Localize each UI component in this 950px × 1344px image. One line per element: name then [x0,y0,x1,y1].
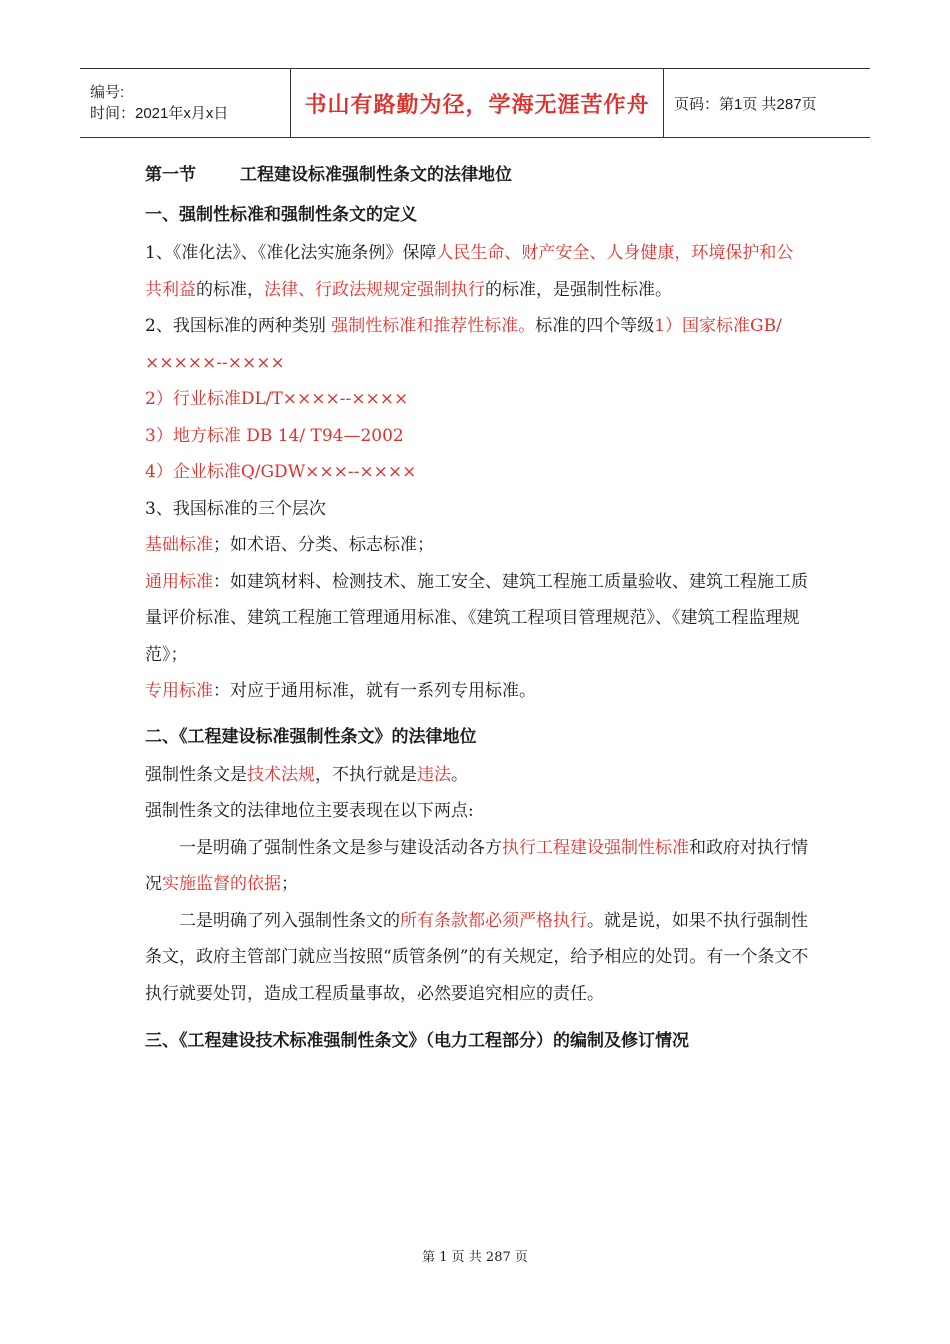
page-footer: 第 1 页 共 287 页 [422,1250,528,1265]
page-header [80,68,870,138]
level-industry: 2）行业标准DL/T××××--×××× [145,389,409,409]
tier-basic: 基础标准；如术语、分类、标志标准； [145,535,434,555]
document-number-label: 编号: [90,84,125,101]
heading-one: 一、强制性标准和强制性条文的定义 [145,205,417,225]
document-time: 时间：2021年x月x日 [90,105,229,122]
tier-special: 专用标准：对应于通用标准，就有一系列专用标准。 [145,681,536,701]
header-motto: 书山有路勤为径，学海无涯苦作舟 [304,92,650,118]
paragraph-categories: 2、我国标准的两种类别 强制性标准和推荐性标准。标准的四个等级1）国家标准GB/×××××--×××× [145,316,782,373]
paragraph-tiers: 3、我国标准的三个层次 [145,498,326,519]
section-title-text: 工程建设标准强制性条文的法律地位 [240,165,512,185]
level-local: 3）地方标准 DB 14/ T94—2002 [145,425,404,446]
header-page-info: 页码：第1页 共287页 [674,95,817,113]
header-motto-cell [290,69,664,137]
paragraph-technical-regulation: 强制性条文是技术法规，不执行就是违法。 [145,764,468,785]
header-meta [80,69,290,137]
paragraph-legal-status: 强制性条文的法律地位主要表现在以下两点: [145,801,474,821]
tier-general: 通用标准：如建筑材料、检测技术、施工安全、建筑工程施工质量验收、建筑工程施工质量评价标准、建筑工程施工管理通用标准、《建筑工程项目管理规范》、《建筑工程监理规范》； [145,571,808,665]
section-title-prefix: 第一节 [145,165,196,185]
paragraph-definition: 1、《准化法》、《准化法实施条例》保障人民生命、财产安全、人身健康，环境保护和公共利益的标准，法律、行政法规规定强制执行的标准，是强制性标准。 [145,243,794,300]
document-body [145,200,810,1051]
paragraph-point-one: 一是明确了强制性条文是参与建设活动各方执行工程建设强制性标准和政府对执行情况实施监督的依据； [145,837,808,894]
heading-three: 三、《工程建设技术标准强制性条文》（电力工程部分）的编制及修订情况 [145,1031,689,1051]
level-enterprise: 4）企业标准Q/GDW×××--×××× [145,462,417,482]
header-page-info-cell [664,69,870,137]
paragraph-point-two: 二是明确了列入强制性条文的所有条款都必须严格执行。就是说，如果不执行强制性条文，政府主管部门就应当按照“质管条例”的有关规定，给予相应的处罚。有一个条文不执行就要处罚，造成工程质量事故，必然要追究相应的责任。 [145,910,809,1004]
section-title [145,160,512,185]
heading-two: 二、《工程建设标准强制性条文》的法律地位 [145,726,477,747]
